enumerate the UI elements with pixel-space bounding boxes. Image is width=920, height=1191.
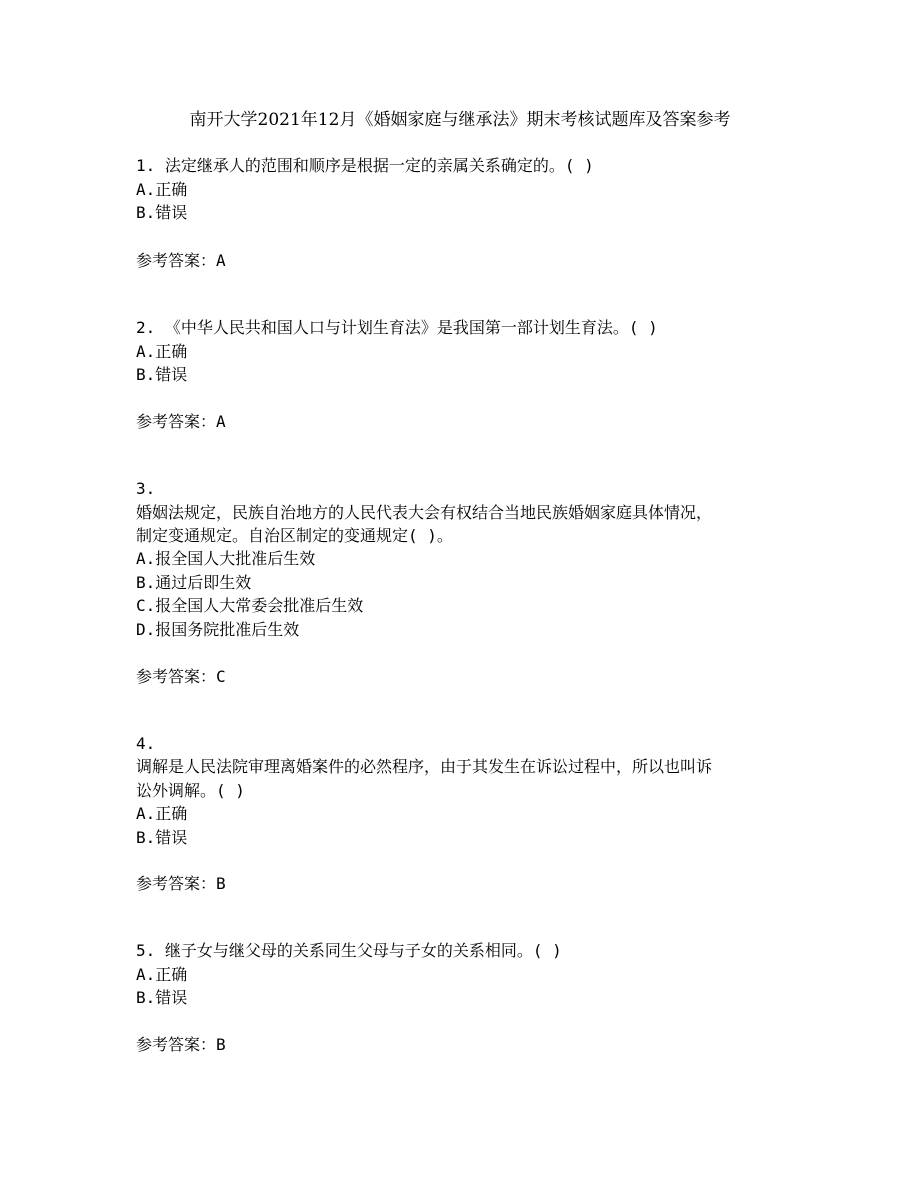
- question-5-answer: 参考答案：B: [136, 1035, 226, 1054]
- question-3-text-line-2: 制定变通规定。自治区制定的变通规定( )。: [136, 526, 453, 545]
- question-3-option-d: D.报国务院批准后生效: [136, 620, 300, 639]
- question-3-answer: 参考答案：C: [136, 667, 226, 686]
- question-3-option-c: C.报全国人大常委会批准后生效: [136, 596, 364, 615]
- question-2-answer: 参考答案：A: [136, 412, 226, 431]
- question-4-option-b: B.错误: [136, 828, 188, 847]
- question-4-text-line-1: 调解是人民法院审理离婚案件的必然程序，由于其发生在诉讼过程中，所以也叫诉: [136, 757, 713, 776]
- question-5-option-b: B.错误: [136, 988, 188, 1007]
- question-2-option-a: A.正确: [136, 342, 188, 361]
- question-1-text: 1. 法定继承人的范围和顺序是根据一定的亲属关系确定的。( ): [136, 156, 594, 175]
- question-2-option-b: B.错误: [136, 365, 188, 384]
- question-1-option-a: A.正确: [136, 180, 188, 199]
- question-4-number: 4.: [136, 734, 156, 753]
- question-4-text-line-2: 讼外调解。( ): [136, 781, 245, 800]
- page-title: 南开大学2021年12月《婚姻家庭与继承法》期末考核试题库及答案参考: [189, 110, 731, 130]
- question-2-text: 2. 《中华人民共和国人口与计划生育法》是我国第一部计划生育法。( ): [136, 318, 658, 337]
- question-4-option-a: A.正确: [136, 804, 188, 823]
- question-5-text: 5. 继子女与继父母的关系同生父母与子女的关系相同。( ): [136, 941, 562, 960]
- question-3-option-b: B.通过后即生效: [136, 573, 252, 592]
- question-4-answer: 参考答案：B: [136, 874, 226, 893]
- question-3-number: 3.: [136, 479, 156, 498]
- question-1-option-b: B.错误: [136, 203, 188, 222]
- question-3-option-a: A.报全国人大批准后生效: [136, 549, 316, 568]
- question-1-answer: 参考答案：A: [136, 251, 226, 270]
- question-5-option-a: A.正确: [136, 965, 188, 984]
- question-3-text-line-1: 婚姻法规定，民族自治地方的人民代表大会有权结合当地民族婚姻家庭具体情况，: [136, 503, 713, 522]
